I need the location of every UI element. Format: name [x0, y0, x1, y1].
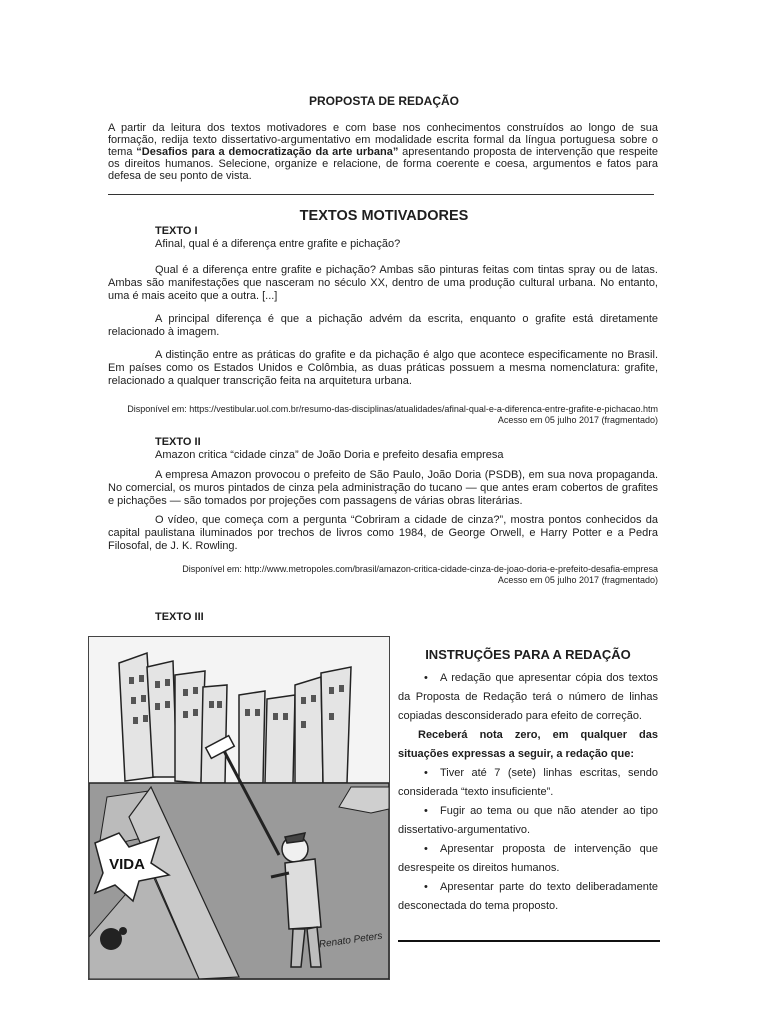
texto1-paragraph: Qual é a diferença entre grafite e pichação? Ambas são pinturas feitas com tintas spray ou de latas. Ambas são manifestações que nasceram no século XX, dentro de uma produção cultural urbana. No entanto, uma é mais aceito que a outra. [...]	[108, 264, 658, 302]
instructions-end-line	[398, 940, 660, 942]
intro-text-start: A partir da leitura dos textos motivadores e com base nos conhecimentos construídos ao longo de sua formação, redija texto dissertativo-argumentativo em modalidade escrita formal da língua portuguesa sobre o tema	[108, 122, 658, 158]
texto2-block	[108, 436, 658, 553]
graffiti-text: VIDA	[109, 856, 145, 873]
instruction-item: • Apresentar parte do texto deliberadamente desconectada do tema proposto.	[398, 878, 658, 916]
texto2-paragraph: O vídeo, que começa com a pergunta “Cobriram a cidade de cinza?”, mostra pontos conhecidos da capital paulistana iluminados por trechos de livros como 1984, de George Orwell, e Harry Potter e a Pedra Filosofal, de J. K. Rowling.	[108, 514, 658, 552]
texto1-paragraph: A principal diferença é que a pichação advém da escrita, enquanto o grafite está diretamente relacionado à imagem.	[108, 313, 658, 338]
instruction-item: • A redação que apresentar cópia dos textos da Proposta de Redação terá o número de linhas copiadas desconsiderado para efeito de correção.	[398, 669, 658, 726]
instructions-title: INSTRUÇÕES PARA A REDAÇÃO	[425, 647, 631, 662]
texto2-subtitle: Amazon critica “cidade cinza” de João Doria e prefeito desafia empresa	[155, 449, 504, 461]
texto1-subtitle: Afinal, qual é a diferença entre grafite e pichação?	[155, 238, 401, 250]
cartoon-image	[88, 636, 390, 980]
texto2-source	[108, 564, 658, 586]
instruction-item: • Fugir ao tema ou que não atender ao tipo dissertativo-argumentativo.	[398, 802, 658, 840]
intro-theme: “Desafios para a democratização da arte urbana”	[136, 146, 399, 158]
zero-grade-heading: Receberá nota zero, em qualquer das situações expressas a seguir, a redação que:	[398, 729, 658, 760]
texto2-paragraph: A empresa Amazon provocou o prefeito de São Paulo, João Doria (PSDB), em sua nova propaganda. No comercial, os muros pintados de cinza pela administração do tucano — que antes eram cobertos de grafites e pichações — são tomados por projeções com passagens de várias obras literárias.	[108, 469, 658, 507]
texto1-source: Disponível em: https://vestibular.uol.com.br/resumo-das-disciplinas/atualidades/afinal-qual-e-a-diferenca-entre-grafite-e-pichacao.htm Acesso em 05 julho 2017 (fragmentado)	[127, 404, 658, 425]
texto1-block	[108, 225, 658, 388]
instruction-item: • Tiver até 7 (sete) linhas escritas, sendo considerada “texto insuficiente”.	[398, 764, 658, 802]
texto2-heading: TEXTO II	[155, 436, 201, 448]
texto2-source-line: Acesso em 05 julho 2017 (fragmentado)	[497, 575, 658, 585]
motivadores-title: TEXTOS MOTIVADORES	[299, 208, 469, 224]
separator-line	[108, 194, 654, 195]
proposal-title: PROPOSTA DE REDAÇÃO	[308, 94, 459, 108]
texto2-source-line: Disponível em: http://www.metropoles.com/brasil/amazon-critica-cidade-cinza-de-joao-doria-e-prefeito-desafia-empresa	[182, 564, 658, 574]
texto1-heading: TEXTO I	[155, 225, 198, 237]
instructions-list	[398, 669, 658, 916]
texto3-heading: TEXTO III	[155, 611, 204, 623]
cartoon-signature: Renato Peters	[318, 930, 384, 951]
texto1-paragraph: A distinção entre as práticas do grafite e da pichação é algo que acontece especificamente no Brasil. Em países como os Estados Unidos e Colômbia, as duas práticas possuem a mesma nomenclatura: grafite, relacionado a qualquer transcrição feita na arquitetura urbana.	[108, 349, 658, 387]
cartoon-illustration	[89, 637, 389, 979]
texto3-block	[108, 611, 658, 624]
instruction-item: • Apresentar proposta de intervenção que desrespeite os direitos humanos.	[398, 840, 658, 878]
proposal-intro	[108, 122, 658, 182]
intro-text-end: apresentando proposta de intervenção que respeite os direitos humanos. Selecione, organize e relacione, de forma coerente e coesa, argumentos e fatos para defesa de seu ponto de vista.	[108, 146, 658, 182]
